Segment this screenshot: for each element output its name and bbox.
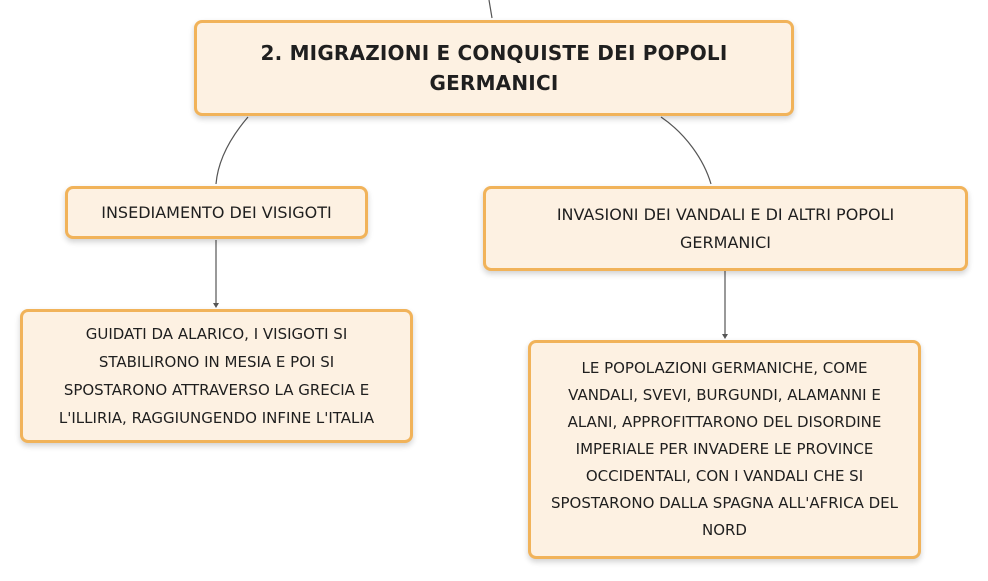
main-topic-label: 2. MIGRAZIONI E CONQUISTE DEI POPOLI GERMANICI — [260, 41, 728, 95]
connector-main-to-left — [216, 117, 248, 184]
detail-text-visigoti: GUIDATI DA ALARICO, I VISIGOTI SI STABILIRONO IN MESIA E POI SI SPOSTARONO ATTRAVERSO LA GRECIA E L'ILLIRIA, RAGGIUNGENDO INFINE L'ITALIA — [58, 325, 375, 427]
branch-node-vandali[interactable] — [483, 186, 968, 271]
main-topic-node[interactable] — [194, 20, 794, 116]
connector-incoming — [489, 0, 492, 18]
branch-node-visigoti[interactable] — [65, 186, 368, 239]
detail-node-visigoti[interactable] — [20, 309, 413, 443]
arrowhead-left-detail — [213, 303, 219, 308]
detail-text-vandali: LE POPOLAZIONI GERMANICHE, COME VANDALI, SVEVI, BURGUNDI, ALAMANNI E ALANI, APPROFITTARONO DEL DISORDINE IMPERIALE PER INVADERE LE PROVINCE OCCIDENTALI, CON I VANDALI CHE SI SPOSTARONO DALLA SPAGNA ALL'AFRICA DEL NORD — [550, 359, 898, 539]
detail-node-vandali[interactable] — [528, 340, 921, 559]
branch-label-vandali: INVASIONI DEI VANDALI E DI ALTRI POPOLI GERMANICI — [556, 204, 895, 252]
arrowhead-right-detail — [722, 334, 728, 339]
branch-label-visigoti: INSEDIAMENTO DEI VISIGOTI — [101, 202, 332, 222]
connector-main-to-right — [661, 117, 711, 184]
